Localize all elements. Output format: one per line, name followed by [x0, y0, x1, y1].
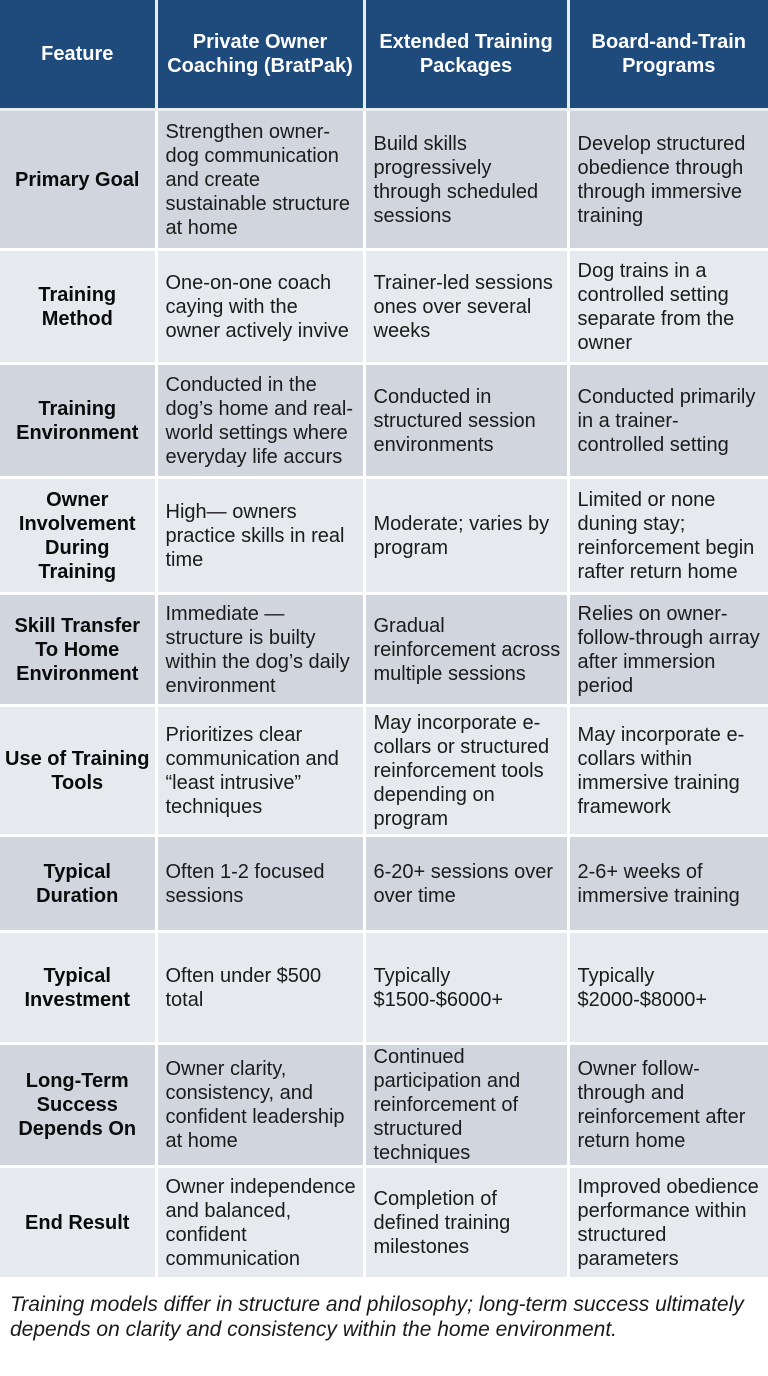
private-cell: Immediate — structure is builty within the dog’s daily environment [156, 594, 364, 706]
header-board-and-train-programs: Board-and-Train Programs [568, 0, 768, 110]
extended-cell: Completion of defined training milestones [364, 1167, 568, 1279]
feature-cell: Training Environment [0, 364, 156, 478]
table-row [0, 364, 768, 478]
board-cell: Conducted primarily in a trainer-controlled setting [568, 364, 768, 478]
board-cell: May incorporate e-collars within immersive training framework [568, 706, 768, 836]
board-cell: 2-6+ weeks of immersive training [568, 836, 768, 932]
board-cell: Improved obedience performance within structured parameters [568, 1167, 768, 1279]
table-row [0, 932, 768, 1044]
extended-cell: Continued participation and reinforcement of structured techniques [364, 1044, 568, 1167]
header-private-owner-coaching: Private Owner Coaching (BratPak) [156, 0, 364, 110]
private-cell: Strengthen owner-dog communication and create sustainable structure at home [156, 110, 364, 250]
feature-cell: Primary Goal [0, 110, 156, 250]
footer-note: Training models differ in structure and philosophy; long-term success ultimately depends on clarity and consistency within the home environment. [10, 1293, 744, 1341]
extended-cell: May incorporate e-collars or structured reinforcement tools depending on program [364, 706, 568, 836]
private-cell: Owner independence and balanced, confident communication [156, 1167, 364, 1279]
table-row [0, 836, 768, 932]
private-cell: One-on-one coach caying with the owner actively invive [156, 250, 364, 364]
board-cell: Typically $2000-$8000+ [568, 932, 768, 1044]
extended-cell: Typically $1500-$6000+ [364, 932, 568, 1044]
private-cell: Often 1-2 focused sessions [156, 836, 364, 932]
feature-cell: Skill Transfer To Home Environment [0, 594, 156, 706]
table-row [0, 478, 768, 594]
feature-cell: Typical Duration [0, 836, 156, 932]
private-cell: High— owners practice skills in real time [156, 478, 364, 594]
extended-cell: Moderate; varies by program [364, 478, 568, 594]
table-body [0, 110, 768, 1279]
board-cell: Limited or none duning stay; reinforcement begin rafter return home [568, 478, 768, 594]
table-row [0, 250, 768, 364]
feature-cell: Typical Investment [0, 932, 156, 1044]
table-row [0, 1167, 768, 1279]
private-cell: Prioritizes clear communication and “least intrusive” techniques [156, 706, 364, 836]
feature-cell: Training Method [0, 250, 156, 364]
header-row [0, 0, 768, 110]
table-header [0, 0, 768, 110]
feature-cell: Long-Term Success Depends On [0, 1044, 156, 1167]
private-cell: Often under $500 total [156, 932, 364, 1044]
header-feature: Feature [0, 0, 156, 110]
table-row [0, 110, 768, 250]
table-row [0, 706, 768, 836]
board-cell: Owner follow-through and reinforcement after return home [568, 1044, 768, 1167]
board-cell: Relies on owner-follow-through aırray after immersion period [568, 594, 768, 706]
board-cell: Develop structured obedience through through immersive training [568, 110, 768, 250]
extended-cell: Trainer-led sessions ones over several weeks [364, 250, 568, 364]
feature-cell: Owner Involvement During Training [0, 478, 156, 594]
feature-cell: Use of Training Tools [0, 706, 156, 836]
table-row [0, 594, 768, 706]
feature-cell: End Result [0, 1167, 156, 1279]
private-cell: Conducted in the dog’s home and real-world settings where everyday life accurs [156, 364, 364, 478]
extended-cell: Conducted in structured session environments [364, 364, 568, 478]
table-row [0, 1044, 768, 1167]
extended-cell: Build skills progressively through scheduled sessions [364, 110, 568, 250]
board-cell: Dog trains in a controlled setting separate from the owner [568, 250, 768, 364]
extended-cell: Gradual reinforcement across multiple sessions [364, 594, 568, 706]
header-extended-training-packages: Extended Training Packages [364, 0, 568, 110]
private-cell: Owner clarity, consistency, and confident leadership at home [156, 1044, 364, 1167]
extended-cell: 6-20+ sessions over over time [364, 836, 568, 932]
